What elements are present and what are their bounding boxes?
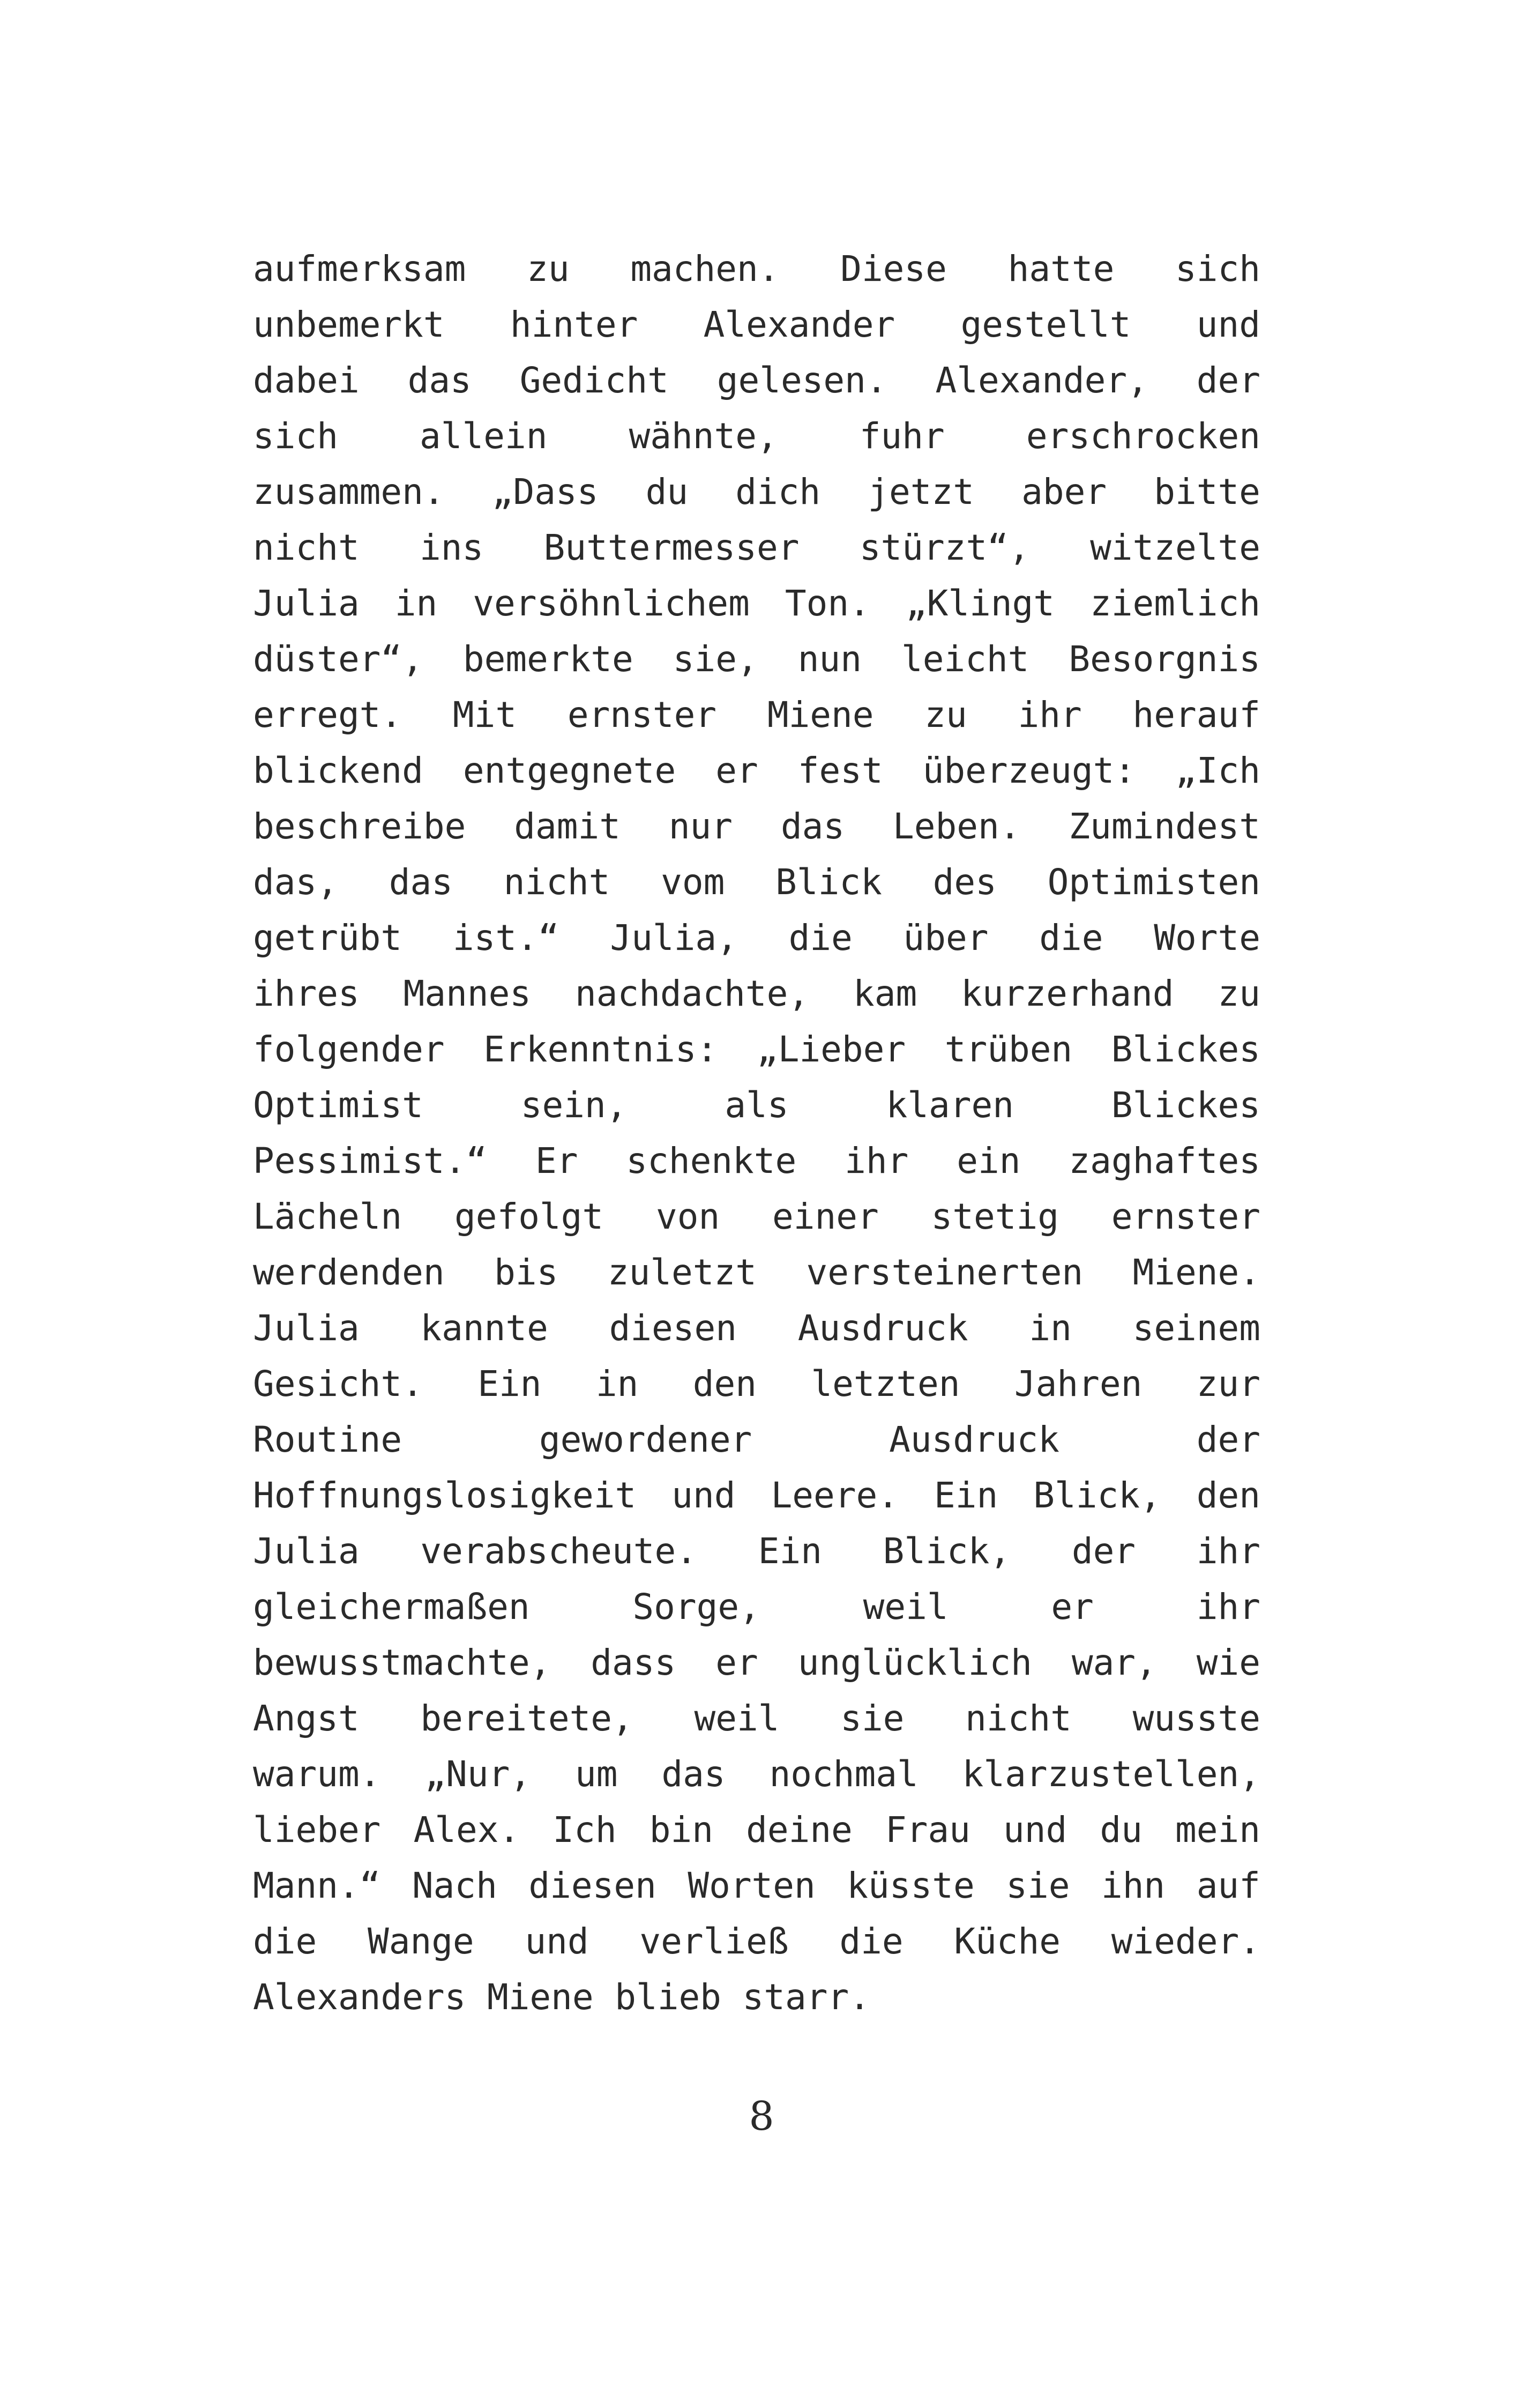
- word: klaren: [886, 1084, 1014, 1126]
- word: du: [645, 471, 689, 512]
- word: ihr: [1196, 1530, 1260, 1572]
- word: aufmerksam: [253, 248, 466, 289]
- word: Alex.: [413, 1809, 520, 1850]
- word: Buttermesser: [543, 527, 800, 568]
- word: machen.: [630, 248, 780, 289]
- word: Optimist: [253, 1084, 423, 1126]
- word: kam: [853, 973, 917, 1014]
- word: Optimisten: [1047, 861, 1260, 903]
- word: jetzt: [868, 471, 974, 512]
- word: und: [671, 1475, 736, 1516]
- word: fuhr: [859, 415, 945, 457]
- word: bin: [649, 1809, 713, 1850]
- word: ihn: [1101, 1865, 1166, 1906]
- text-line: [253, 1523, 1260, 1579]
- word: gelesen.: [716, 360, 887, 401]
- word: sich: [1175, 248, 1260, 289]
- word: wieder.: [1111, 1921, 1260, 1962]
- word: nicht: [965, 1698, 1072, 1739]
- word: Diese: [840, 248, 947, 289]
- word: werdenden: [253, 1252, 445, 1293]
- word: Lächeln: [253, 1196, 402, 1237]
- word: Zumindest: [1069, 806, 1260, 847]
- word: Blick,: [883, 1530, 1011, 1572]
- word: Besorgnis: [1069, 638, 1260, 680]
- word: den: [1196, 1475, 1260, 1516]
- word: bemerkte: [462, 638, 633, 680]
- word: Jahren: [1014, 1363, 1143, 1404]
- word: nachdachte,: [574, 973, 810, 1014]
- word: Er: [535, 1140, 578, 1181]
- word: aber: [1021, 471, 1107, 512]
- word: bewusstmachte,: [253, 1642, 551, 1683]
- word: „Klingt: [905, 583, 1055, 624]
- text-line: [253, 1189, 1260, 1245]
- word: einer: [772, 1196, 879, 1237]
- body-text: [253, 241, 1260, 2025]
- text-line: [253, 464, 1260, 520]
- word: seinem: [1132, 1307, 1260, 1349]
- word: Mit: [452, 694, 517, 735]
- word: vom: [661, 861, 725, 903]
- word: weil: [863, 1586, 949, 1627]
- word: erschrocken: [1026, 415, 1260, 457]
- word: die: [839, 1921, 904, 1962]
- word: sie: [1006, 1865, 1070, 1906]
- word: zu: [1218, 973, 1260, 1014]
- word: folgender: [253, 1029, 445, 1070]
- word: Blick,: [1033, 1475, 1161, 1516]
- word: von: [655, 1196, 720, 1237]
- word: fest: [797, 750, 883, 791]
- word: den: [692, 1363, 757, 1404]
- word: allein: [420, 415, 548, 457]
- word: Mann.“: [253, 1865, 381, 1906]
- word: ihr: [845, 1140, 909, 1181]
- word: Nach: [412, 1865, 497, 1906]
- word: die: [253, 1921, 317, 1962]
- word: um: [574, 1753, 618, 1795]
- word: düster“,: [253, 638, 423, 680]
- word: nochmal: [769, 1753, 919, 1795]
- word: ihr: [1196, 1586, 1260, 1627]
- word: „Nur,: [424, 1753, 532, 1795]
- word: versteinerten: [806, 1252, 1084, 1293]
- word: nur: [668, 806, 733, 847]
- word: diesen: [528, 1865, 656, 1906]
- word: ziemlich: [1090, 583, 1260, 624]
- word: bis: [494, 1252, 558, 1293]
- word: hatte: [1007, 248, 1115, 289]
- word: starr.: [742, 1976, 870, 2018]
- word: Miene: [487, 1976, 594, 2018]
- word: unbemerkt: [253, 304, 445, 345]
- word: Worten: [688, 1865, 816, 1906]
- word: getrübt: [253, 917, 402, 958]
- word: ist.“: [452, 917, 559, 958]
- word: überzeugt:: [922, 750, 1136, 791]
- word: zu: [924, 694, 967, 735]
- word: in: [1029, 1307, 1072, 1349]
- word: Ein: [477, 1363, 542, 1404]
- word: lieber: [253, 1809, 381, 1850]
- word: Alexander,: [935, 360, 1148, 401]
- text-line: [253, 576, 1260, 631]
- word: sie: [840, 1698, 905, 1739]
- word: klarzustellen,: [962, 1753, 1260, 1795]
- word: Miene: [767, 694, 874, 735]
- word: das: [389, 861, 453, 903]
- word: Küche: [954, 1921, 1061, 1962]
- word: er: [715, 1642, 758, 1683]
- word: des: [932, 861, 997, 903]
- word: trüben: [944, 1029, 1073, 1070]
- word: als: [725, 1084, 789, 1126]
- word: Julia: [253, 1307, 360, 1349]
- word: Julia: [253, 1530, 360, 1572]
- word: zaghaftes: [1069, 1140, 1260, 1181]
- word: versöhnlichem: [473, 583, 750, 624]
- word: deine: [746, 1809, 853, 1850]
- word: küsste: [847, 1865, 975, 1906]
- word: Mannes: [403, 973, 532, 1014]
- word: hinter: [510, 304, 638, 345]
- text-line: [253, 1245, 1260, 1300]
- word: ernster: [567, 694, 717, 735]
- word: ein: [957, 1140, 1021, 1181]
- word: Erkenntnis:: [483, 1029, 718, 1070]
- text-line: [253, 520, 1260, 576]
- word: ins: [420, 527, 484, 568]
- word: zu: [527, 248, 570, 289]
- word: Gesicht.: [253, 1363, 423, 1404]
- word: herauf: [1132, 694, 1260, 735]
- word: und: [525, 1921, 589, 1962]
- text-line: [253, 353, 1260, 408]
- word: Hoffnungslosigkeit: [253, 1475, 637, 1516]
- text-line: [253, 1300, 1260, 1356]
- word: stürzt“,: [859, 527, 1030, 568]
- text-line: [253, 910, 1260, 966]
- word: weil: [694, 1698, 780, 1739]
- word: kannte: [420, 1307, 548, 1349]
- word: gleichermaßen: [253, 1586, 530, 1627]
- text-line: [253, 631, 1260, 687]
- word: Ich: [553, 1809, 617, 1850]
- text-line: [253, 1077, 1260, 1133]
- word: die: [788, 917, 853, 958]
- word: wusste: [1132, 1698, 1260, 1739]
- word: „Ich: [1175, 750, 1260, 791]
- text-line: [253, 799, 1260, 854]
- text-line: [253, 687, 1260, 743]
- word: Julia: [253, 583, 360, 624]
- word: Wange: [367, 1921, 474, 1962]
- word: Angst: [253, 1698, 360, 1739]
- word: erregt.: [253, 694, 402, 735]
- word: zur: [1196, 1363, 1260, 1404]
- text-line: [253, 1133, 1260, 1189]
- word: der: [1196, 360, 1260, 401]
- word: Ton.: [785, 583, 870, 624]
- word: Worte: [1154, 917, 1260, 958]
- word: unglücklich: [797, 1642, 1032, 1683]
- word: Pessimist.“: [253, 1140, 488, 1181]
- word: Leben.: [893, 806, 1021, 847]
- word: schenkte: [626, 1140, 797, 1181]
- word: letzten: [811, 1363, 960, 1404]
- word: in: [595, 1363, 639, 1404]
- word: Gedicht: [519, 360, 669, 401]
- word: auf: [1196, 1865, 1260, 1906]
- word: Ein: [758, 1530, 822, 1572]
- text-line: [253, 1691, 1260, 1746]
- word: gefolgt: [454, 1196, 604, 1237]
- word: beschreibe: [253, 806, 466, 847]
- word: Alexanders: [253, 1976, 466, 2018]
- text-line: [253, 854, 1260, 910]
- word: damit: [514, 806, 621, 847]
- word: nicht: [253, 527, 360, 568]
- word: Blickes: [1111, 1084, 1260, 1126]
- word: gestellt: [960, 304, 1131, 345]
- word: das,: [253, 861, 338, 903]
- text-line: [253, 1635, 1260, 1691]
- word: und: [1003, 1809, 1067, 1850]
- text-line: [253, 966, 1260, 1022]
- word: verabscheute.: [420, 1530, 697, 1572]
- word: dass: [591, 1642, 676, 1683]
- word: blickend: [253, 750, 423, 791]
- word: das: [661, 1753, 726, 1795]
- word: Miene.: [1132, 1252, 1260, 1293]
- word: war,: [1071, 1642, 1157, 1683]
- word: zuletzt: [607, 1252, 757, 1293]
- word: Alexander: [703, 304, 895, 345]
- word: kurzerhand: [961, 973, 1174, 1014]
- word: Leere.: [771, 1475, 899, 1516]
- text-line: [253, 1746, 1260, 1802]
- word: leicht: [901, 638, 1029, 680]
- word: und: [1196, 304, 1260, 345]
- word: „Lieber: [756, 1029, 906, 1070]
- word: blieb: [615, 1976, 721, 2018]
- word: bitte: [1154, 471, 1260, 512]
- word: Frau: [885, 1809, 970, 1850]
- page-number: 8: [749, 2093, 774, 2139]
- text-line: [253, 1468, 1260, 1523]
- word: nicht: [503, 861, 610, 903]
- word: Blick: [775, 861, 882, 903]
- word: bereitete,: [420, 1698, 633, 1739]
- word: entgegnete: [462, 750, 676, 791]
- word: nun: [797, 638, 862, 680]
- word: der: [1071, 1530, 1136, 1572]
- word: das: [407, 360, 472, 401]
- word: ernster: [1111, 1196, 1260, 1237]
- word: Routine: [253, 1419, 402, 1460]
- word: Julia,: [610, 917, 738, 958]
- text-line: [253, 1802, 1260, 1858]
- text-line: [253, 1412, 1260, 1468]
- word: Blickes: [1111, 1029, 1260, 1070]
- word: witzelte: [1090, 527, 1260, 568]
- word: das: [780, 806, 845, 847]
- word: mein: [1175, 1809, 1260, 1850]
- text-line: [253, 1579, 1260, 1635]
- word: Ausdruck: [889, 1419, 1059, 1460]
- text-line: [253, 408, 1260, 464]
- text-line: [253, 1969, 1260, 2025]
- word: der: [1196, 1419, 1260, 1460]
- word: dich: [735, 471, 821, 512]
- word: wähnte,: [629, 415, 778, 457]
- text-line: [253, 297, 1260, 353]
- word: dabei: [253, 360, 360, 401]
- word: zusammen.: [253, 471, 445, 512]
- text-line: [253, 1022, 1260, 1077]
- word: ihres: [253, 973, 360, 1014]
- word: die: [1039, 917, 1103, 958]
- text-line: [253, 1356, 1260, 1412]
- word: er: [715, 750, 758, 791]
- text-line: [253, 241, 1260, 297]
- word: Ausdruck: [797, 1307, 968, 1349]
- word: Ein: [934, 1475, 998, 1516]
- word: wie: [1196, 1642, 1260, 1683]
- text-line: [253, 1858, 1260, 1914]
- word: diesen: [609, 1307, 737, 1349]
- text-line: [253, 1914, 1260, 1969]
- word: sein,: [520, 1084, 628, 1126]
- word: stetig: [931, 1196, 1059, 1237]
- word: „Dass: [491, 471, 599, 512]
- word: über: [903, 917, 989, 958]
- word: er: [1051, 1586, 1094, 1627]
- word: warum.: [253, 1753, 381, 1795]
- word: sie,: [673, 638, 758, 680]
- word: Sorge,: [632, 1586, 760, 1627]
- word: du: [1100, 1809, 1143, 1850]
- word: gewordener: [539, 1419, 752, 1460]
- word: sich: [253, 415, 338, 457]
- text-line: [253, 743, 1260, 799]
- word: in: [394, 583, 438, 624]
- word: ihr: [1018, 694, 1082, 735]
- word: verließ: [639, 1921, 789, 1962]
